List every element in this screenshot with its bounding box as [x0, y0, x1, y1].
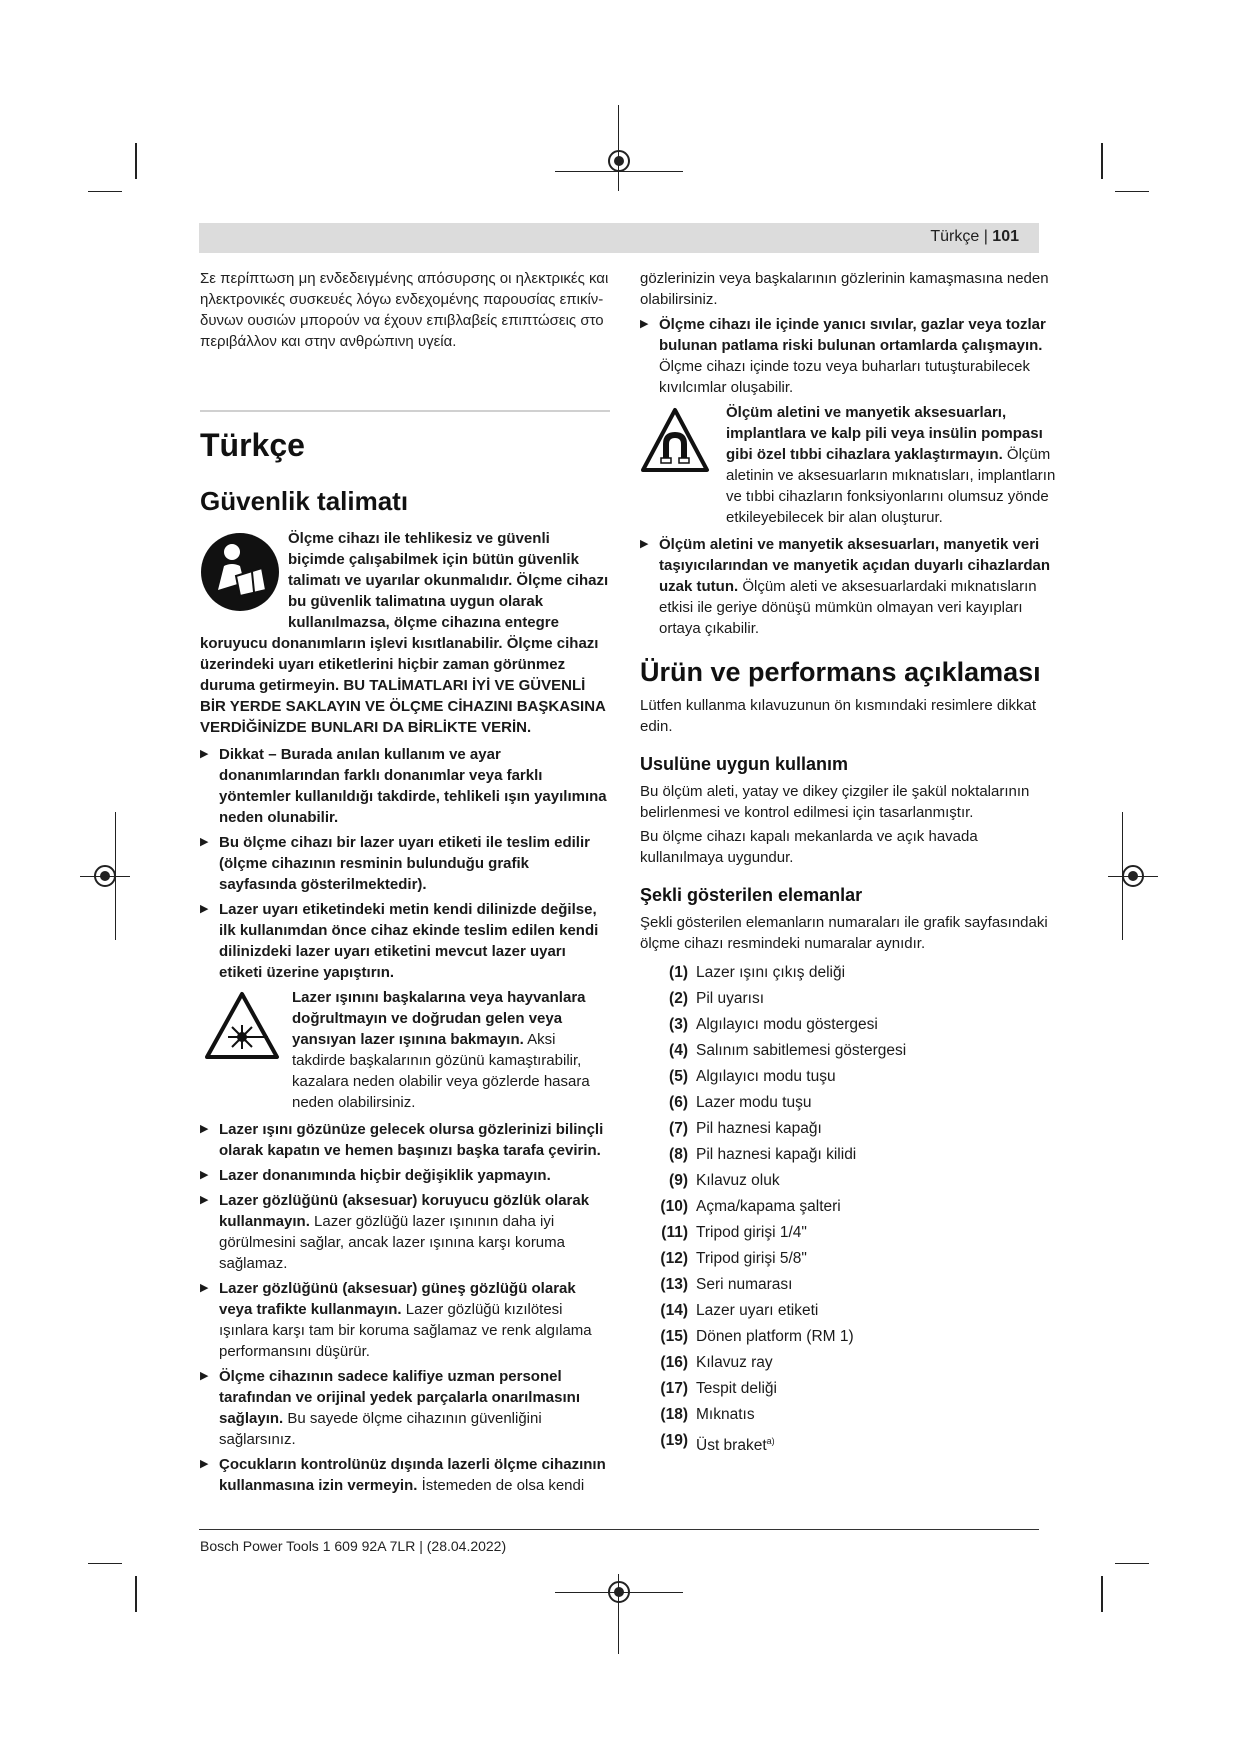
magnet-warning-normal: Ölçüm aletinin ve aksesuarların mıknatısları, implantların ve tıbbi cihazların fonksiyonlarını olumsuz yönde etkileyebilecek bir alan oluşturur.: [726, 446, 1056, 526]
bullet-bold: Ölçüm aletini ve manyetik aksesuarları, manyetik veri taşıyıcılarından ve manyetik açıdan duyarlı cihazlardan uzak tutun.: [659, 536, 1050, 595]
crop-mark: [135, 1576, 137, 1612]
crop-mark: [1101, 1576, 1103, 1612]
bullet-normal: Lazer gözlüğü lazer ışınının daha iyi görülmesini sağlar, ancak lazer ışınına karşı koruma sağlamaz.: [219, 1213, 565, 1272]
component-label: Pil haznesi kapağı kilidi: [696, 1146, 857, 1163]
component-label: Pil haznesi kapağı: [696, 1120, 822, 1137]
page-footer: Bosch Power Tools 1 609 92A 7LR | (28.04.2022): [200, 1538, 507, 1554]
component-number: (5): [669, 1068, 688, 1085]
page-header: [199, 223, 1039, 253]
component-number: (17): [660, 1380, 688, 1397]
bullet-item: [200, 1119, 610, 1161]
list-item: [640, 1350, 1060, 1376]
component-label: Lazer ışını çıkış deliği: [696, 964, 846, 981]
bullet-item: [200, 1278, 610, 1362]
bullet-item: [200, 1190, 610, 1274]
component-number: (9): [669, 1172, 688, 1189]
list-item: [640, 1272, 1060, 1298]
component-label: Tespit deliği: [696, 1380, 777, 1397]
list-item: [640, 1376, 1060, 1402]
bullet-bold: Dikkat – Burada anılan kullanım ve ayar donanımlarından farklı donanımlar veya farklı yöntemler kullanıldığı takdirde, tehlikeli ışın yayılımına neden olunabilir.: [219, 746, 607, 826]
list-item: [640, 1324, 1060, 1350]
component-label: Mıknatıs: [696, 1406, 755, 1423]
crop-mark: [1115, 191, 1149, 192]
list-item: [640, 1142, 1060, 1168]
crop-mark: [1115, 1563, 1149, 1564]
bullet-item: [200, 899, 610, 983]
bullet-normal: Bu sayede ölçme cihazının güvenliğini sağlarsınız.: [219, 1410, 542, 1448]
component-number: (7): [669, 1120, 688, 1137]
bullet-normal: İstemeden de olsa kendi: [417, 1477, 585, 1494]
product-intro: Lütfen kullanma kılavuzunun ön kısmındaki resimlere dikkat edin.: [640, 697, 1037, 735]
list-item: [640, 986, 1060, 1012]
explosive-bullet-list: [640, 314, 1060, 398]
list-item: [640, 1064, 1060, 1090]
component-label: Lazer modu tuşu: [696, 1094, 812, 1111]
bullet-bold: Lazer gözlüğünü (aksesuar) güneş gözlüğü olarak veya trafikte kullanmayın.: [219, 1280, 576, 1318]
component-label: Tripod girişi 5/8": [696, 1250, 807, 1267]
component-number: (6): [669, 1094, 688, 1111]
bullet-bold: Lazer uyarı etiketindeki metin kendi dilinizde değilse, ilk kullanımdan önce cihaz ekinde teslim edilen kendi dilinizdeki lazer uyarı etiketini mevcut lazer uyarı etiketi üzerine yapıştırın.: [219, 901, 599, 981]
crop-mark: [88, 191, 122, 192]
list-item: [640, 960, 1060, 986]
list-item: [640, 1090, 1060, 1116]
bullet-bold: Lazer ışını gözünüze gelecek olursa gözlerinizi bilinçli olarak kapatın ve hemen başınızı başka tarafa çevirin.: [219, 1121, 604, 1159]
header-separator: |: [983, 228, 988, 245]
component-number: (18): [660, 1406, 688, 1423]
bullet-item: [640, 534, 1060, 639]
component-label: Salınım sabitlemesi göstergesi: [696, 1042, 907, 1059]
component-label: Algılayıcı modu tuşu: [696, 1068, 836, 1085]
bullet-normal: Ölçme cihazı içinde tozu veya buharları tutuşturabilecek kıvılcımlar oluşabilir.: [659, 358, 1031, 396]
intended-use-p2: Bu ölçme cihazı kapalı mekanlarda ve açık havada kullanılmaya uygundur.: [640, 828, 978, 866]
magnet-warning-bold: Ölçüm aletini ve manyetik aksesuarları, implantlara ve kalp pili veya insülin pompası gibi özel tıbbi cihazlara yaklaştırmayın.: [726, 404, 1043, 463]
component-label: Lazer uyarı etiketi: [696, 1302, 819, 1319]
component-label: Tripod girişi 1/4": [696, 1224, 807, 1241]
crop-mark: [135, 143, 137, 179]
crop-mark: [88, 1563, 122, 1564]
list-item: [640, 1402, 1060, 1428]
registration-target-icon: [92, 863, 118, 889]
intended-use-p1: Bu ölçüm aleti, yatay ve dikey çizgiler ile şakül noktalarının belirlenmesi ve kontrol edilmesi için tasarlanmıştır.: [640, 783, 1030, 821]
laser-warning-normal: Aksi takdirde başkalarının gözünü kamaştırabilir, kazalara neden olabilir veya gözlerde hasara neden olabilirsiniz.: [292, 1031, 590, 1111]
component-label: Dönen platform (RM 1): [696, 1328, 854, 1345]
safety-intro-block: [200, 528, 610, 738]
component-label: [696, 1428, 775, 1459]
bullet-bold: Lazer gözlüğünü (aksesuar) koruyucu gözlük olarak kullanmayın.: [219, 1192, 590, 1230]
magnet-warning-block: [640, 402, 1060, 528]
bullet-normal: Lazer gözlüğü kızılötesi ışınlara karşı tam bir koruma sağlamaz ve renk algılama performansını düşürür.: [219, 1301, 592, 1360]
bullet-bold: Lazer donanımında hiçbir değişiklik yapmayın.: [219, 1167, 551, 1184]
component-number: (10): [660, 1198, 688, 1215]
component-number: (12): [660, 1250, 688, 1267]
header-text: [930, 228, 1019, 246]
list-item: [640, 1116, 1060, 1142]
component-label: Pil uyarısı: [696, 990, 765, 1007]
magnetic-data-bullet-list: [640, 534, 1060, 639]
component-number: (14): [660, 1302, 688, 1319]
bullet-item: [200, 1454, 610, 1496]
list-item: [640, 1012, 1060, 1038]
language-heading: Türkçe: [200, 427, 305, 463]
list-item: [640, 1428, 1060, 1459]
component-number: (16): [660, 1354, 688, 1371]
laser-warning-block: [200, 987, 610, 1113]
component-number: (1): [669, 964, 688, 981]
component-number: (4): [669, 1042, 688, 1059]
components-list: [640, 960, 1060, 1459]
component-number: (15): [660, 1328, 688, 1345]
bullet-item: [200, 832, 610, 895]
bullet-item: [200, 1366, 610, 1450]
list-item: [640, 1220, 1060, 1246]
right-continuation: gözlerinizin veya başkalarının gözlerinin kamaşmasına neden olabilirsiniz.: [640, 270, 1049, 308]
laser-warning-icon: [204, 991, 280, 1061]
left-column: [200, 268, 610, 1500]
bullet-normal: Ölçüm aleti ve aksesuarlardaki mıknatısların etkisi ile geriye dönüşü mümkün olmayan veri kayıpları ortaya çıkabilir.: [659, 578, 1037, 637]
bullet-bold: Çocukların kontrolünüz dışında lazerli ölçme cihazının kullanmasına izin vermeyin.: [219, 1456, 606, 1494]
component-number: (11): [661, 1224, 688, 1241]
bullet-item: [200, 1165, 610, 1186]
footnote-marker: a): [766, 1436, 775, 1446]
bullet-bold: Bu ölçme cihazı bir lazer uyarı etiketi ile teslim edilir (ölçme cihazının resminin bulunduğu grafik sayfasında gösterilmektedir).: [219, 834, 590, 893]
bullet-bold: Ölçme cihazının sadece kalifiye uzman personel tarafından ve orijinal yedek parçalarla onarılmasını sağlayın.: [219, 1368, 580, 1427]
page-number: 101: [992, 228, 1019, 245]
component-number: (8): [669, 1146, 688, 1163]
laser-warning-bold: Lazer ışınını başkalarına veya hayvanlara doğrultmayın ve doğrudan gelen veya yansıyan lazer ışınına bakmayın.: [292, 989, 586, 1048]
crop-mark: [1101, 143, 1103, 179]
component-label: Kılavuz ray: [696, 1354, 773, 1371]
component-number: (2): [669, 990, 688, 1007]
intended-use-heading: Usulüne uygun kullanım: [640, 754, 849, 774]
bullet-item: [200, 744, 610, 828]
list-item: [640, 1298, 1060, 1324]
component-label: Kılavuz oluk: [696, 1172, 780, 1189]
component-number: (3): [669, 1016, 688, 1033]
bullet-bold: Ölçme cihazı ile içinde yanıcı sıvılar, gazlar veya tozlar bulunan patlama riski bulunan ortamlarda çalışmayın.: [659, 316, 1046, 354]
list-item: [640, 1038, 1060, 1064]
safety-heading: Güvenlik talimatı: [200, 486, 409, 516]
safety-bullets-a: [200, 744, 610, 983]
bullet-item: [640, 314, 1060, 398]
registration-target-icon: [606, 1579, 632, 1605]
section-divider: [200, 410, 610, 412]
component-number: (13): [660, 1276, 688, 1293]
magnet-warning-icon: [640, 406, 710, 476]
product-heading: Ürün ve performans açıklaması: [640, 657, 1041, 687]
safety-intro: Ölçme cihazı ile tehlikesiz ve güvenli biçimde çalışabilmek için bütün güvenlik talimatı ve uyarılar okunmalıdır. Ölçme cihazı bu güvenlik talimatına uygun olarak kullanılmazsa, ölçme cihazına entegre koruyucu donanımların işlevi kısıtlanabilir. Ölçme cihazı üzerindeki uyarı etiketlerini hiçbir zaman görünmez duruma getirmeyin. BU TALİMATLARI İYİ VE GÜVENLİ BİR YERDE SAKLAYIN VE ÖLÇME CİHAZINI BAŞKASINA VERDİĞİNİZDE BUNLARI DA BİRLİKTE VERİN.: [200, 530, 609, 736]
read-manual-icon: [200, 532, 280, 612]
list-item: [640, 1246, 1060, 1272]
component-label: Algılayıcı modu göstergesi: [696, 1016, 878, 1033]
list-item: [640, 1168, 1060, 1194]
component-label: Seri numarası: [696, 1276, 793, 1293]
greek-paragraph: Σε περίπτωση μη ενδεδειγμένης απόσυρσης οι ηλεκτρικές και ηλεκτρονικές συσκευές λόγω ενδεχομένης παρουσίας επικίν-δυνων ουσιών μπορούν να έχουν επιβλαβείς επιπτώσεις στο περιβάλλον και στην ανθρώπινη υγεία.: [200, 270, 609, 350]
list-item: [640, 1194, 1060, 1220]
registration-target-icon: [606, 148, 632, 174]
component-number: (19): [660, 1432, 688, 1449]
registration-target-icon: [1120, 863, 1146, 889]
safety-bullets-b: [200, 1119, 610, 1496]
header-language: Türkçe: [930, 228, 980, 245]
component-label: Açma/kapama şalteri: [696, 1198, 841, 1215]
components-heading: Şekli gösterilen elemanlar: [640, 885, 863, 905]
right-column: [640, 268, 1060, 1459]
footer-divider: [199, 1529, 1039, 1530]
components-intro: Şekli gösterilen elemanların numaraları ile grafik sayfasındaki ölçme cihazı resmindeki numaralar aynıdır.: [640, 914, 1048, 952]
component-label-text: Üst braket: [696, 1437, 767, 1455]
